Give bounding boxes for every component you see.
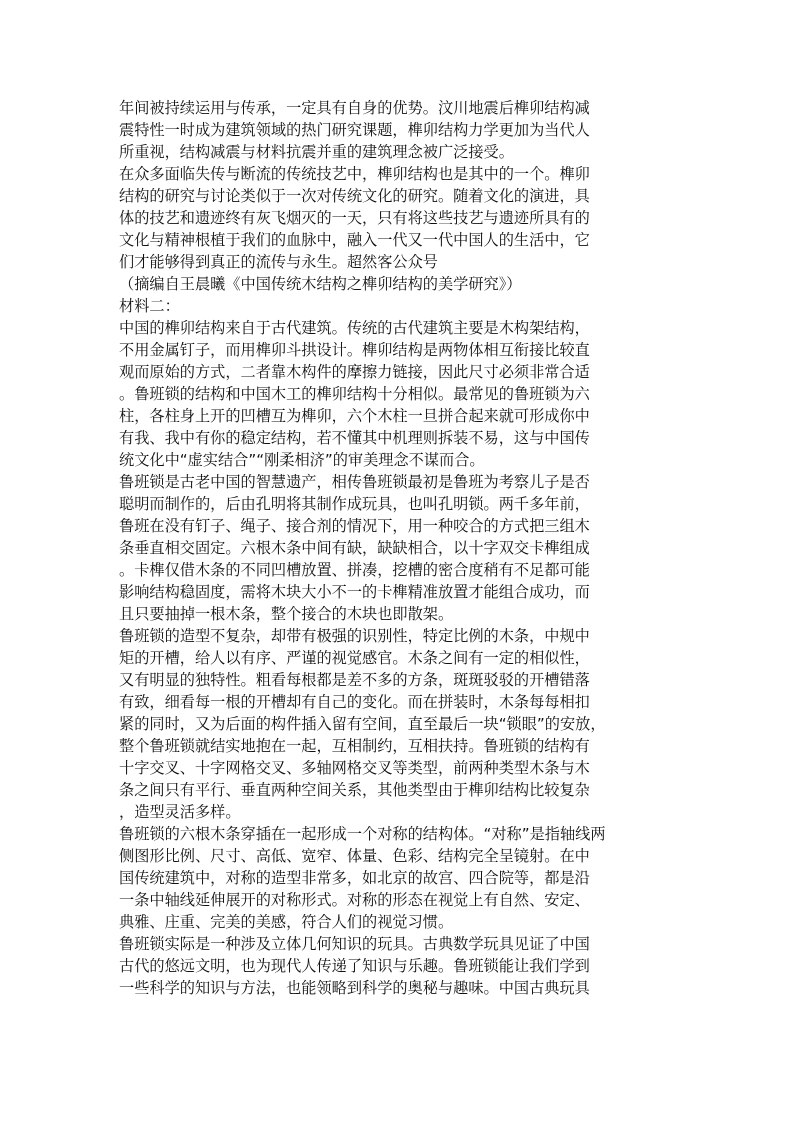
- source-citation: （摘编自王晨曦《中国传统木结构之榫卯结构的美学研究》）: [119, 275, 522, 293]
- text-line: 又有明显的独特性。粗看每根都是差不多的方条，斑斑驳驳的开槽错落: [119, 671, 590, 689]
- text-line: 统文化中“虚实结合”“刚柔相济”的审美理念不谋而合。: [119, 451, 485, 469]
- text-line: 鲁班在没有钉子、绳子、接合剂的情况下，用一种咬合的方式把三组木: [119, 517, 590, 535]
- text-line: 一条中轴线延伸展开的对称形式。对称的形态在视觉上有自然、安定、: [119, 891, 590, 909]
- text-line: 紧的同时，又为后面的构件插入留有空间，直至最后一块“锁眼”的安放，: [119, 715, 606, 733]
- text-line: 侧图形比例、尺寸、高低、宽窄、体量、色彩、结构完全呈镜射。在中: [119, 847, 590, 865]
- text-line: 体的技艺和遗迹终有灰飞烟灭的一天，只有将这些技艺与遗迹所具有的: [119, 209, 590, 227]
- text-line: 条垂直相交固定。六根木条中间有缺，缺缺相合，以十字双交卡榫组成: [119, 539, 590, 557]
- text-line: 古代的悠远文明，也为现代人传递了知识与乐趣。鲁班锁能让我们学到: [119, 957, 590, 975]
- text-line: 。鲁班锁的结构和中国木工的榫卯结构十分相似。最常见的鲁班锁为六: [119, 385, 590, 403]
- text-line: 结构的研究与讨论类似于一次对传统文化的研究。随着文化的演进，具: [119, 187, 590, 205]
- text-line: 聪明而制作的，后由孔明将其制作成玩具，也叫孔明锁。两千多年前，: [119, 495, 590, 513]
- text-line: 鲁班锁实际是一种涉及立体几何知识的玩具。古典数学玩具见证了中国: [119, 935, 590, 953]
- text-line: 年间被持续运用与传承，一定具有自身的优势。汶川地震后榫卯结构减: [119, 99, 590, 117]
- section-heading: 材料二：: [119, 297, 180, 315]
- text-line: 有致，细看每一根的开槽却有自己的变化。而在拼装时，木条每每相扣: [119, 693, 590, 711]
- text-line: 鲁班锁的六根木条穿插在一起形成一个对称的结构体。“对称”是指轴线两: [119, 825, 606, 843]
- text-line: 一些科学的知识与方法，也能领略到科学的奥秘与趣味。中国古典玩具: [119, 979, 590, 997]
- text-line: 们才能够得到真正的流传与永生。超然客公众号: [119, 253, 438, 271]
- text-line: 鲁班锁是古老中国的智慧遗产，相传鲁班锁最初是鲁班为考察儿子是否: [119, 473, 590, 491]
- text-line: 条之间只有平行、垂直两种空间关系，其他类型由于榫卯结构比较复杂: [119, 781, 590, 799]
- text-line: 。卡榫仅借木条的不同凹槽放置、拼凑，挖槽的密合度稍有不足都可能: [119, 561, 590, 579]
- text-line: 观而原始的方式，二者靠木构件的摩擦力链接，因此尺寸必须非常合适: [119, 363, 590, 381]
- text-line: 鲁班锁的造型不复杂，却带有极强的识别性，特定比例的木条，中规中: [119, 627, 590, 645]
- text-line: 影响结构稳固度，需将木块大小不一的卡榫精准放置才能组合成功，而: [119, 583, 590, 601]
- text-line: 柱，各柱身上开的凹槽互为榫卯，六个木柱一旦拼合起来就可形成你中: [119, 407, 590, 425]
- text-line: 国传统建筑中，对称的造型非常多，如北京的故宫、四合院等，都是沿: [119, 869, 590, 887]
- text-line: ，造型灵活多样。: [119, 803, 241, 821]
- text-line: 文化与精神根植于我们的血脉中，融入一代又一代中国人的生活中，它: [119, 231, 590, 249]
- text-line: 在众多面临失传与断流的传统技艺中，榫卯结构也是其中的一个。榫卯: [119, 165, 590, 183]
- text-line: 且只要抽掉一根木条，整个接合的木块也即散架。: [119, 605, 454, 623]
- text-line: 有我、我中有你的稳定结构，若不懂其中机理则拆装不易，这与中国传: [119, 429, 590, 447]
- text-line: 十字交叉、十字网格交叉、多轴网格交叉等类型，前两种类型木条与木: [119, 759, 590, 777]
- text-line: 中国的榫卯结构来自于古代建筑。传统的古代建筑主要是木构架结构，: [119, 319, 590, 337]
- document-body: [119, 97, 675, 999]
- text-line: 所重视，结构减震与材料抗震并重的建筑理念被广泛接受。: [119, 143, 514, 161]
- text-line: 不用金属钉子，而用榫卯斗拱设计。榫卯结构是两物体相互衔接比较直: [119, 341, 590, 359]
- text-line: 矩的开槽，给人以有序、严谨的视觉感官。木条之间有一定的相似性，: [119, 649, 590, 667]
- text-line: 整个鲁班锁就结实地抱在一起，互相制约，互相扶持。鲁班锁的结构有: [119, 737, 590, 755]
- text-line: 典雅、庄重、完美的美感，符合人们的视觉习惯。: [119, 913, 454, 931]
- text-line: 震特性一时成为建筑领域的热门研究课题，榫卯结构力学更加为当代人: [119, 121, 590, 139]
